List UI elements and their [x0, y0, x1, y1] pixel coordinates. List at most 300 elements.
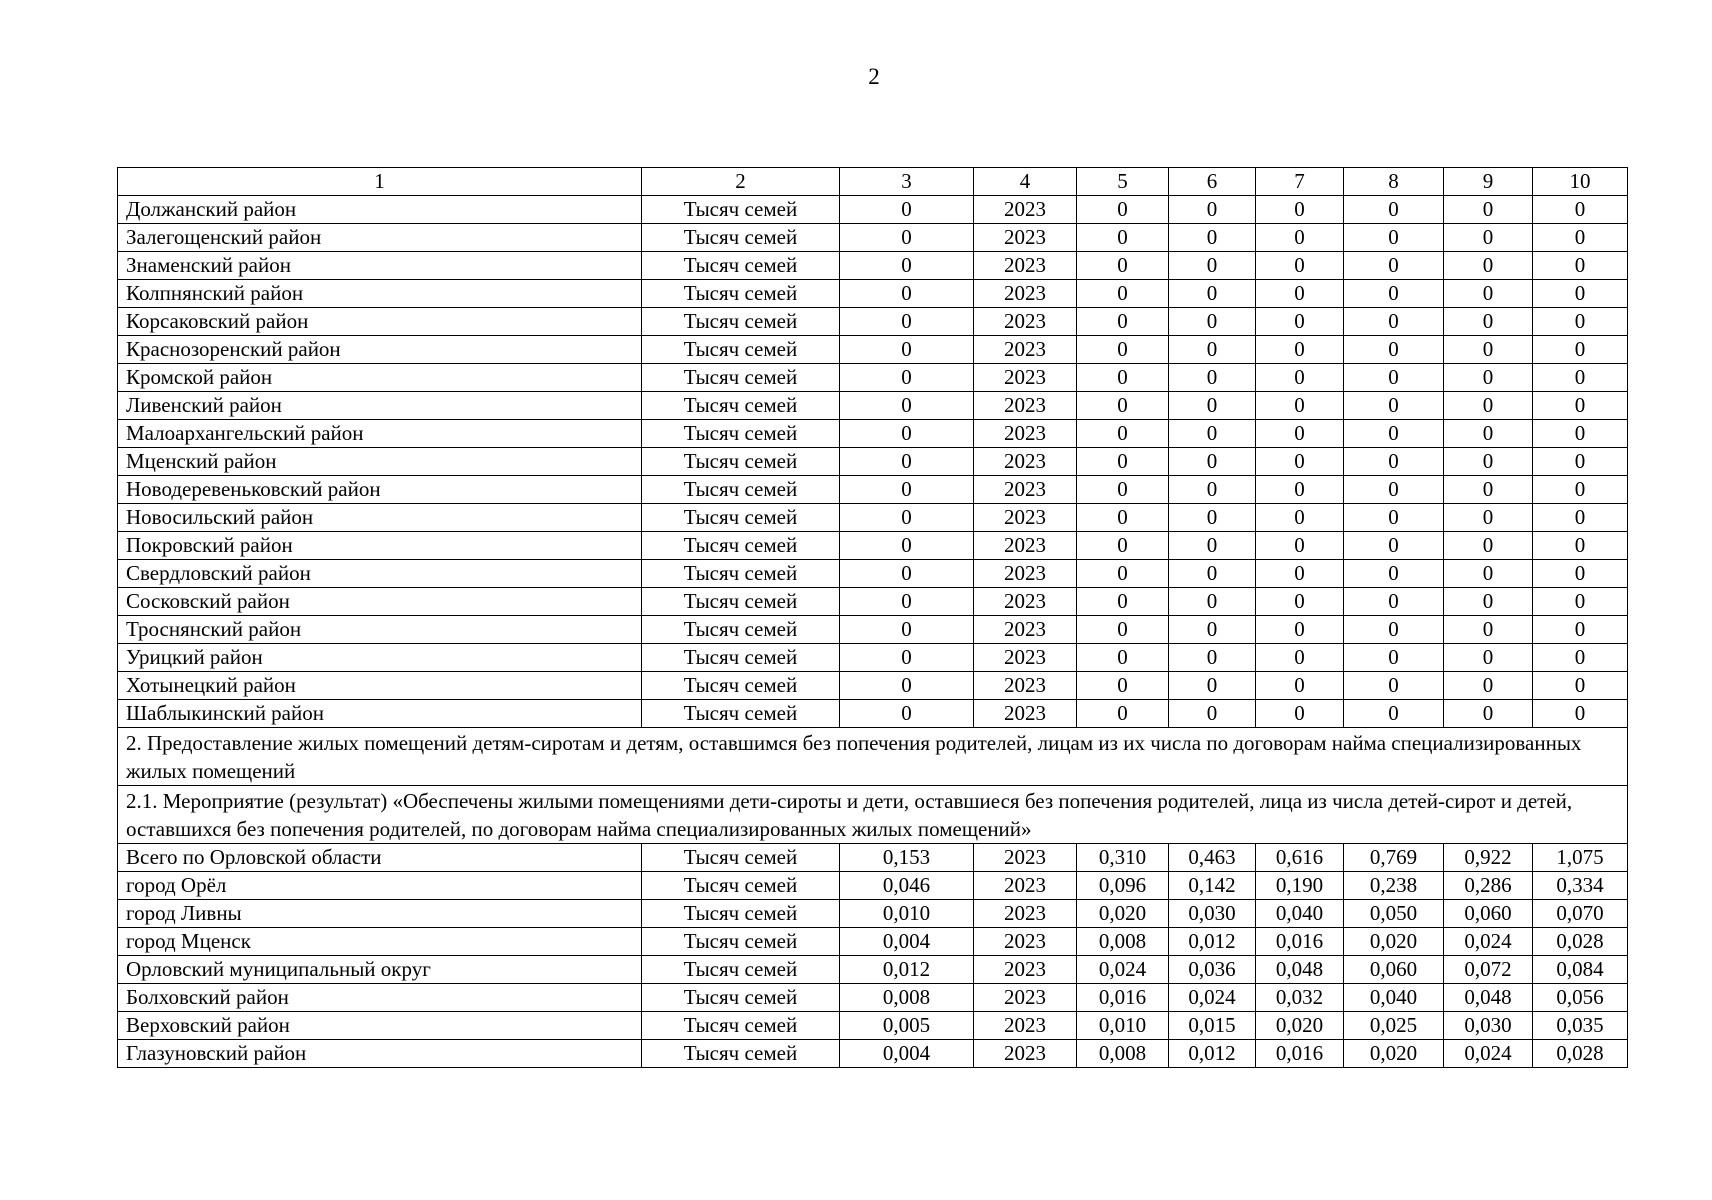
row-name-cell: Хотынецкий район: [118, 672, 642, 700]
value-cell: 0: [840, 560, 974, 588]
value-cell: 2023: [974, 984, 1077, 1012]
value-cell: 2023: [974, 844, 1077, 872]
value-cell: 2023: [974, 872, 1077, 900]
value-cell: 0,048: [1444, 984, 1533, 1012]
header-cell: 4: [974, 168, 1077, 196]
value-cell: Тысяч семей: [642, 1012, 840, 1040]
value-cell: 0: [1444, 448, 1533, 476]
value-cell: 0: [1169, 504, 1256, 532]
value-cell: 0: [840, 672, 974, 700]
value-cell: Тысяч семей: [642, 588, 840, 616]
value-cell: 0,040: [1344, 984, 1444, 1012]
header-cell: 9: [1444, 168, 1533, 196]
value-cell: 2023: [974, 504, 1077, 532]
value-cell: Тысяч семей: [642, 928, 840, 956]
value-cell: 0: [840, 644, 974, 672]
value-cell: 0: [1344, 476, 1444, 504]
value-cell: Тысяч семей: [642, 616, 840, 644]
table-row: [118, 308, 1628, 336]
row-name-cell: город Мценск: [118, 928, 642, 956]
value-cell: 0,016: [1256, 1040, 1344, 1068]
table-row: [118, 844, 1628, 872]
value-cell: Тысяч семей: [642, 1040, 840, 1068]
value-cell: 0: [840, 616, 974, 644]
value-cell: 0: [1533, 308, 1628, 336]
row-name-cell: Новосильский район: [118, 504, 642, 532]
value-cell: 0,190: [1256, 872, 1344, 900]
value-cell: 0: [840, 252, 974, 280]
table-row: [118, 588, 1628, 616]
value-cell: 0,008: [1077, 1040, 1169, 1068]
value-cell: 0: [1077, 672, 1169, 700]
row-name-cell: Кромской район: [118, 364, 642, 392]
row-name-cell: Малоархангельский район: [118, 420, 642, 448]
value-cell: Тысяч семей: [642, 252, 840, 280]
value-cell: 0,070: [1533, 900, 1628, 928]
value-cell: 2023: [974, 560, 1077, 588]
value-cell: 0,020: [1344, 928, 1444, 956]
table-row: [118, 224, 1628, 252]
value-cell: 0: [1256, 280, 1344, 308]
value-cell: 0: [1169, 308, 1256, 336]
value-cell: 0,008: [840, 984, 974, 1012]
value-cell: 0,153: [840, 844, 974, 872]
value-cell: 0: [840, 336, 974, 364]
header-cell: 1: [118, 168, 642, 196]
value-cell: 0,096: [1077, 872, 1169, 900]
value-cell: 0: [1077, 616, 1169, 644]
value-cell: 2023: [974, 616, 1077, 644]
value-cell: 0: [1344, 532, 1444, 560]
table-row: [118, 1040, 1628, 1068]
value-cell: 0: [1444, 364, 1533, 392]
row-name-cell: Глазуновский район: [118, 1040, 642, 1068]
value-cell: Тысяч семей: [642, 308, 840, 336]
value-cell: 0: [1344, 560, 1444, 588]
value-cell: 2023: [974, 672, 1077, 700]
row-name-cell: Корсаковский район: [118, 308, 642, 336]
value-cell: 0,032: [1256, 984, 1344, 1012]
value-cell: 0: [1444, 420, 1533, 448]
value-cell: 0: [1077, 392, 1169, 420]
value-cell: Тысяч семей: [642, 364, 840, 392]
value-cell: 0: [1169, 392, 1256, 420]
value-cell: 0: [1169, 196, 1256, 224]
value-cell: 0: [1444, 616, 1533, 644]
row-name-cell: Краснозоренский район: [118, 336, 642, 364]
value-cell: 0: [1344, 644, 1444, 672]
value-cell: 0,072: [1444, 956, 1533, 984]
value-cell: 0: [1344, 280, 1444, 308]
value-cell: 0,024: [1444, 928, 1533, 956]
value-cell: 2023: [974, 900, 1077, 928]
value-cell: 0: [840, 532, 974, 560]
value-cell: 0: [1256, 420, 1344, 448]
value-cell: 0,016: [1256, 928, 1344, 956]
value-cell: 0: [1533, 700, 1628, 728]
section-heading: 2. Предоставление жилых помещений детям-сиротам и детям, оставшимся без попечения родителей, лицам из их числа по договорам найма специализированных жилых помещений: [118, 728, 1628, 786]
value-cell: Тысяч семей: [642, 532, 840, 560]
value-cell: 0: [1444, 672, 1533, 700]
value-cell: 2023: [974, 532, 1077, 560]
value-cell: 0: [1444, 532, 1533, 560]
table-row: [118, 364, 1628, 392]
value-cell: 0: [1533, 280, 1628, 308]
value-cell: 0: [1077, 700, 1169, 728]
value-cell: 0: [1169, 224, 1256, 252]
value-cell: 0: [1077, 448, 1169, 476]
header-cell: 10: [1533, 168, 1628, 196]
value-cell: 0: [840, 196, 974, 224]
value-cell: 0,030: [1169, 900, 1256, 928]
value-cell: 0: [1256, 308, 1344, 336]
value-cell: Тысяч семей: [642, 984, 840, 1012]
row-name-cell: Орловский муниципальный округ: [118, 956, 642, 984]
value-cell: 0: [1077, 224, 1169, 252]
value-cell: 0: [1169, 560, 1256, 588]
value-cell: 2023: [974, 700, 1077, 728]
row-name-cell: город Орёл: [118, 872, 642, 900]
value-cell: 2023: [974, 448, 1077, 476]
value-cell: 0: [1256, 252, 1344, 280]
value-cell: Тысяч семей: [642, 956, 840, 984]
table-row: [118, 420, 1628, 448]
value-cell: 0: [1256, 588, 1344, 616]
row-name-cell: Знаменский район: [118, 252, 642, 280]
value-cell: 0: [1344, 364, 1444, 392]
value-cell: 0: [1444, 700, 1533, 728]
value-cell: 0,769: [1344, 844, 1444, 872]
value-cell: 0: [1344, 308, 1444, 336]
measure-heading-row: [118, 786, 1628, 844]
value-cell: 0,056: [1533, 984, 1628, 1012]
value-cell: Тысяч семей: [642, 560, 840, 588]
table-row: [118, 336, 1628, 364]
value-cell: 0,025: [1344, 1012, 1444, 1040]
value-cell: 0: [1344, 616, 1444, 644]
row-name-cell: Болховский район: [118, 984, 642, 1012]
value-cell: Тысяч семей: [642, 672, 840, 700]
value-cell: 2023: [974, 1040, 1077, 1068]
value-cell: 2023: [974, 928, 1077, 956]
row-name-cell: Залегощенский район: [118, 224, 642, 252]
value-cell: 0: [1344, 504, 1444, 532]
value-cell: Тысяч семей: [642, 844, 840, 872]
value-cell: 2023: [974, 956, 1077, 984]
value-cell: 0: [1533, 364, 1628, 392]
value-cell: 0: [840, 392, 974, 420]
row-name-cell: Свердловский район: [118, 560, 642, 588]
value-cell: 2023: [974, 420, 1077, 448]
value-cell: 0: [1077, 588, 1169, 616]
value-cell: 0,040: [1256, 900, 1344, 928]
value-cell: 0: [1256, 224, 1344, 252]
value-cell: 0: [1344, 700, 1444, 728]
table-row: [118, 700, 1628, 728]
value-cell: 0: [1444, 476, 1533, 504]
row-name-cell: Верховский район: [118, 1012, 642, 1040]
row-name-cell: Мценский район: [118, 448, 642, 476]
value-cell: 0: [1344, 252, 1444, 280]
value-cell: 0,004: [840, 928, 974, 956]
value-cell: 0: [1533, 420, 1628, 448]
value-cell: 0,030: [1444, 1012, 1533, 1040]
value-cell: 0: [1169, 336, 1256, 364]
value-cell: 0,028: [1533, 1040, 1628, 1068]
value-cell: 0: [1077, 504, 1169, 532]
value-cell: 0,005: [840, 1012, 974, 1040]
header-cell: 6: [1169, 168, 1256, 196]
table-row: [118, 196, 1628, 224]
value-cell: 0: [1256, 448, 1344, 476]
value-cell: 0,020: [1344, 1040, 1444, 1068]
value-cell: 2023: [974, 364, 1077, 392]
value-cell: 0,024: [1169, 984, 1256, 1012]
value-cell: 0: [840, 364, 974, 392]
value-cell: 0: [1533, 588, 1628, 616]
value-cell: 0: [1533, 644, 1628, 672]
value-cell: 0: [1533, 448, 1628, 476]
value-cell: 0: [1533, 392, 1628, 420]
value-cell: 0,020: [1077, 900, 1169, 928]
value-cell: 0,463: [1169, 844, 1256, 872]
value-cell: 0: [1256, 336, 1344, 364]
value-cell: 0: [1444, 308, 1533, 336]
value-cell: Тысяч семей: [642, 392, 840, 420]
value-cell: Тысяч семей: [642, 644, 840, 672]
value-cell: Тысяч семей: [642, 280, 840, 308]
value-cell: Тысяч семей: [642, 224, 840, 252]
value-cell: 0,024: [1077, 956, 1169, 984]
value-cell: 0: [1077, 336, 1169, 364]
table-row: [118, 984, 1628, 1012]
value-cell: 0: [1077, 560, 1169, 588]
value-cell: 0: [1444, 588, 1533, 616]
value-cell: 1,075: [1533, 844, 1628, 872]
value-cell: 0,028: [1533, 928, 1628, 956]
row-name-cell: Покровский район: [118, 532, 642, 560]
table-row: [118, 644, 1628, 672]
value-cell: 2023: [974, 392, 1077, 420]
table-row: [118, 928, 1628, 956]
row-name-cell: Троснянский район: [118, 616, 642, 644]
table-row: [118, 1012, 1628, 1040]
table-row: [118, 280, 1628, 308]
value-cell: 0,024: [1444, 1040, 1533, 1068]
page-number: 2: [868, 64, 880, 89]
value-cell: 0: [840, 588, 974, 616]
value-cell: 0,084: [1533, 956, 1628, 984]
value-cell: 0,286: [1444, 872, 1533, 900]
value-cell: 0: [1169, 280, 1256, 308]
value-cell: 0: [1169, 588, 1256, 616]
value-cell: 0,616: [1256, 844, 1344, 872]
value-cell: 2023: [974, 588, 1077, 616]
table-row: [118, 956, 1628, 984]
value-cell: 0,012: [840, 956, 974, 984]
value-cell: 0,142: [1169, 872, 1256, 900]
value-cell: 0: [1256, 196, 1344, 224]
header-cell: 3: [840, 168, 974, 196]
value-cell: 0: [1169, 420, 1256, 448]
value-cell: 2023: [974, 476, 1077, 504]
value-cell: 0: [1169, 476, 1256, 504]
value-cell: 0,036: [1169, 956, 1256, 984]
row-name-cell: Всего по Орловской области: [118, 844, 642, 872]
value-cell: 0: [1256, 672, 1344, 700]
value-cell: 0: [1533, 336, 1628, 364]
value-cell: 0: [1256, 392, 1344, 420]
row-name-cell: город Ливны: [118, 900, 642, 928]
value-cell: 0: [1169, 644, 1256, 672]
value-cell: 0: [1444, 252, 1533, 280]
value-cell: 0,015: [1169, 1012, 1256, 1040]
value-cell: Тысяч семей: [642, 420, 840, 448]
value-cell: 0: [1344, 672, 1444, 700]
value-cell: 0,004: [840, 1040, 974, 1068]
value-cell: Тысяч семей: [642, 196, 840, 224]
table-row: [118, 392, 1628, 420]
value-cell: 0: [1533, 616, 1628, 644]
table-row: [118, 252, 1628, 280]
value-cell: 2023: [974, 1012, 1077, 1040]
row-name-cell: Новодеревеньковский район: [118, 476, 642, 504]
value-cell: 0,012: [1169, 1040, 1256, 1068]
value-cell: 0: [1344, 196, 1444, 224]
value-cell: 0: [1444, 392, 1533, 420]
value-cell: Тысяч семей: [642, 476, 840, 504]
value-cell: 0: [1256, 560, 1344, 588]
value-cell: 0: [1344, 420, 1444, 448]
value-cell: 0: [1444, 644, 1533, 672]
value-cell: 0,035: [1533, 1012, 1628, 1040]
value-cell: 0: [1077, 532, 1169, 560]
value-cell: 0: [1533, 532, 1628, 560]
value-cell: 0,010: [1077, 1012, 1169, 1040]
value-cell: 0: [1444, 560, 1533, 588]
value-cell: 0: [840, 476, 974, 504]
value-cell: 0: [1344, 336, 1444, 364]
value-cell: 0: [1256, 364, 1344, 392]
value-cell: 0: [1077, 252, 1169, 280]
header-cell: 5: [1077, 168, 1169, 196]
value-cell: 0: [1444, 336, 1533, 364]
value-cell: 0: [1077, 420, 1169, 448]
value-cell: Тысяч семей: [642, 700, 840, 728]
value-cell: Тысяч семей: [642, 900, 840, 928]
value-cell: 0,922: [1444, 844, 1533, 872]
table-row: [118, 504, 1628, 532]
value-cell: 0: [1256, 532, 1344, 560]
value-cell: 0: [1077, 280, 1169, 308]
value-cell: 0: [1077, 476, 1169, 504]
value-cell: 0: [1444, 504, 1533, 532]
value-cell: 0,334: [1533, 872, 1628, 900]
value-cell: 0: [1533, 196, 1628, 224]
value-cell: 0: [1533, 252, 1628, 280]
value-cell: 2023: [974, 280, 1077, 308]
row-name-cell: Должанский район: [118, 196, 642, 224]
row-name-cell: Урицкий район: [118, 644, 642, 672]
row-name-cell: Сосковский район: [118, 588, 642, 616]
value-cell: 0: [1077, 364, 1169, 392]
value-cell: 2023: [974, 252, 1077, 280]
value-cell: Тысяч семей: [642, 448, 840, 476]
header-cell: 7: [1256, 168, 1344, 196]
row-name-cell: Шаблыкинский район: [118, 700, 642, 728]
value-cell: 0: [1077, 196, 1169, 224]
value-cell: 0: [1344, 588, 1444, 616]
indicators-table: [117, 167, 1628, 1068]
table-body: [118, 168, 1628, 1068]
measure-heading: 2.1. Мероприятие (результат) «Обеспечены жилыми помещениями дети-сироты и дети, оставшиеся без попечения родителей, лица из числа детей-сирот и детей, оставшихся без попечения родителей, по договорам найма специализированных жилых помещений»: [118, 786, 1628, 844]
value-cell: 0,310: [1077, 844, 1169, 872]
value-cell: 2023: [974, 196, 1077, 224]
value-cell: 0,050: [1344, 900, 1444, 928]
value-cell: 0: [1256, 644, 1344, 672]
value-cell: 0: [1169, 252, 1256, 280]
value-cell: 0: [840, 700, 974, 728]
header-cell: 2: [642, 168, 840, 196]
value-cell: 0: [1344, 224, 1444, 252]
value-cell: Тысяч семей: [642, 504, 840, 532]
value-cell: 0,008: [1077, 928, 1169, 956]
value-cell: 0: [1533, 476, 1628, 504]
value-cell: 2023: [974, 224, 1077, 252]
header-cell: 8: [1344, 168, 1444, 196]
value-cell: 0: [1256, 476, 1344, 504]
table-row: [118, 560, 1628, 588]
value-cell: 0: [1169, 448, 1256, 476]
value-cell: 0,060: [1344, 956, 1444, 984]
value-cell: 0: [840, 448, 974, 476]
value-cell: 0: [1533, 504, 1628, 532]
value-cell: 0: [840, 420, 974, 448]
value-cell: 0: [1533, 560, 1628, 588]
section-heading-row: [118, 728, 1628, 786]
row-name-cell: Колпнянский район: [118, 280, 642, 308]
value-cell: 0,010: [840, 900, 974, 928]
value-cell: 0: [840, 504, 974, 532]
value-cell: Тысяч семей: [642, 872, 840, 900]
value-cell: 0: [1444, 224, 1533, 252]
value-cell: 0: [840, 280, 974, 308]
table-row: [118, 672, 1628, 700]
table-row: [118, 476, 1628, 504]
value-cell: 0: [1256, 616, 1344, 644]
table-row: [118, 872, 1628, 900]
value-cell: 0: [1256, 504, 1344, 532]
table-row: [118, 616, 1628, 644]
value-cell: 2023: [974, 644, 1077, 672]
value-cell: 0: [1169, 700, 1256, 728]
row-name-cell: Ливенский район: [118, 392, 642, 420]
value-cell: 0,016: [1077, 984, 1169, 1012]
value-cell: 0: [1169, 364, 1256, 392]
value-cell: 0: [1444, 280, 1533, 308]
value-cell: 0: [840, 308, 974, 336]
table-row: [118, 448, 1628, 476]
value-cell: 0,060: [1444, 900, 1533, 928]
value-cell: 0: [1169, 616, 1256, 644]
value-cell: 0,020: [1256, 1012, 1344, 1040]
value-cell: 0: [1444, 196, 1533, 224]
value-cell: 2023: [974, 336, 1077, 364]
value-cell: 0: [1169, 532, 1256, 560]
value-cell: 0,048: [1256, 956, 1344, 984]
value-cell: 0: [1533, 672, 1628, 700]
table-row: [118, 532, 1628, 560]
